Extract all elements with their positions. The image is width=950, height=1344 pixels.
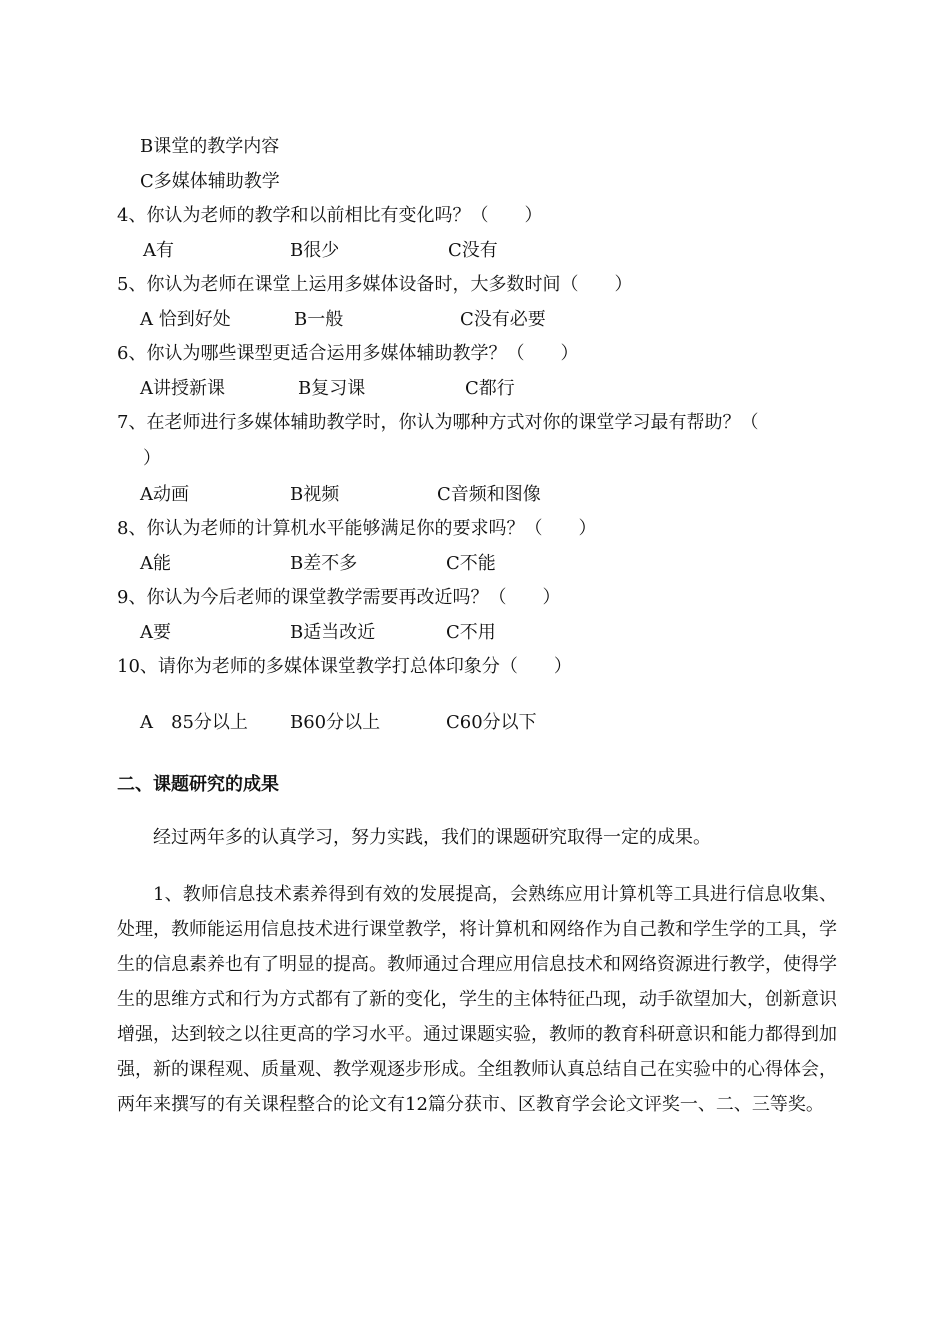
q6-option-c: C都行 [465, 378, 515, 399]
prev-option-c: C多媒体辅助教学 [140, 171, 280, 192]
prev-option-b: B课堂的教学内容 [140, 136, 280, 157]
question-4: 4、你认为老师的教学和以前相比有变化吗？（ ） [117, 205, 543, 226]
question-7: 7、在老师进行多媒体辅助教学时，你认为哪种方式对你的课堂学习最有帮助？（ [117, 412, 759, 433]
q6-option-a: A讲授新课 [140, 378, 225, 399]
q7-option-a: A动画 [140, 484, 189, 505]
intro-paragraph: 经过两年多的认真学习，努力实践，我们的课题研究取得一定的成果。 [153, 827, 711, 848]
q10-option-c: C60分以下 [446, 712, 537, 733]
q8-option-c: C不能 [446, 553, 496, 574]
q9-option-c: C不用 [446, 622, 496, 643]
q8-option-a: A能 [140, 553, 171, 574]
q9-option-a: A要 [140, 622, 171, 643]
question-10: 10、请你为老师的多媒体课堂教学打总体印象分（ ） [117, 656, 572, 677]
question-7-continued: ） [143, 448, 161, 469]
question-8: 8、你认为老师的计算机水平能够满足你的要求吗？（ ） [117, 518, 597, 539]
question-9: 9、你认为今后老师的课堂教学需要再改近吗？（ ） [117, 587, 561, 608]
q8-option-b: B差不多 [290, 553, 358, 574]
q5-option-a: A 恰到好处 [140, 309, 231, 330]
q6-option-b: B复习课 [298, 378, 366, 399]
q10-option-a: A 85分以上 [140, 712, 248, 733]
q9-option-b: B适当改近 [290, 622, 376, 643]
q5-option-b: B一般 [294, 309, 344, 330]
q4-option-c: C没有 [448, 240, 498, 261]
section-heading: 二、课题研究的成果 [117, 774, 279, 795]
q7-option-c: C音频和图像 [437, 484, 541, 505]
question-6: 6、你认为哪些课型更适合运用多媒体辅助教学？（ ） [117, 343, 579, 364]
achievement-paragraph-1: 1、教师信息技术素养得到有效的发展提高，会熟练应用计算机等工具进行信息收集、处理，教师能运用信息技术进行课堂教学，将计算机和网络作为自己教和学生学的工具，学生的信息素养也有了明显的提高。教师通过合理应用信息技术和网络资源进行教学，使得学生的思维方式和行为方式都有了新的变化，学生的主体特征凸现，动手欲望加大，创新意识增强，达到较之以往更高的学习水平。通过课题实验，教师的教育科研意识和能力都得到加强，新的课程观、质量观、教学观逐步形成。全组教师认真总结自己在实验中的心得体会，两年来撰写的有关课程整合的论文有12篇分获市、区教育学会论文评奖一、二、三等奖。 [117, 884, 837, 1115]
q4-option-a: A有 [143, 240, 174, 261]
q4-option-b: B很少 [290, 240, 340, 261]
q7-option-b: B视频 [290, 484, 340, 505]
q5-option-c: C没有必要 [460, 309, 546, 330]
question-5: 5、你认为老师在课堂上运用多媒体设备时，大多数时间（ ） [117, 274, 633, 295]
q10-option-b: B60分以上 [290, 712, 381, 733]
